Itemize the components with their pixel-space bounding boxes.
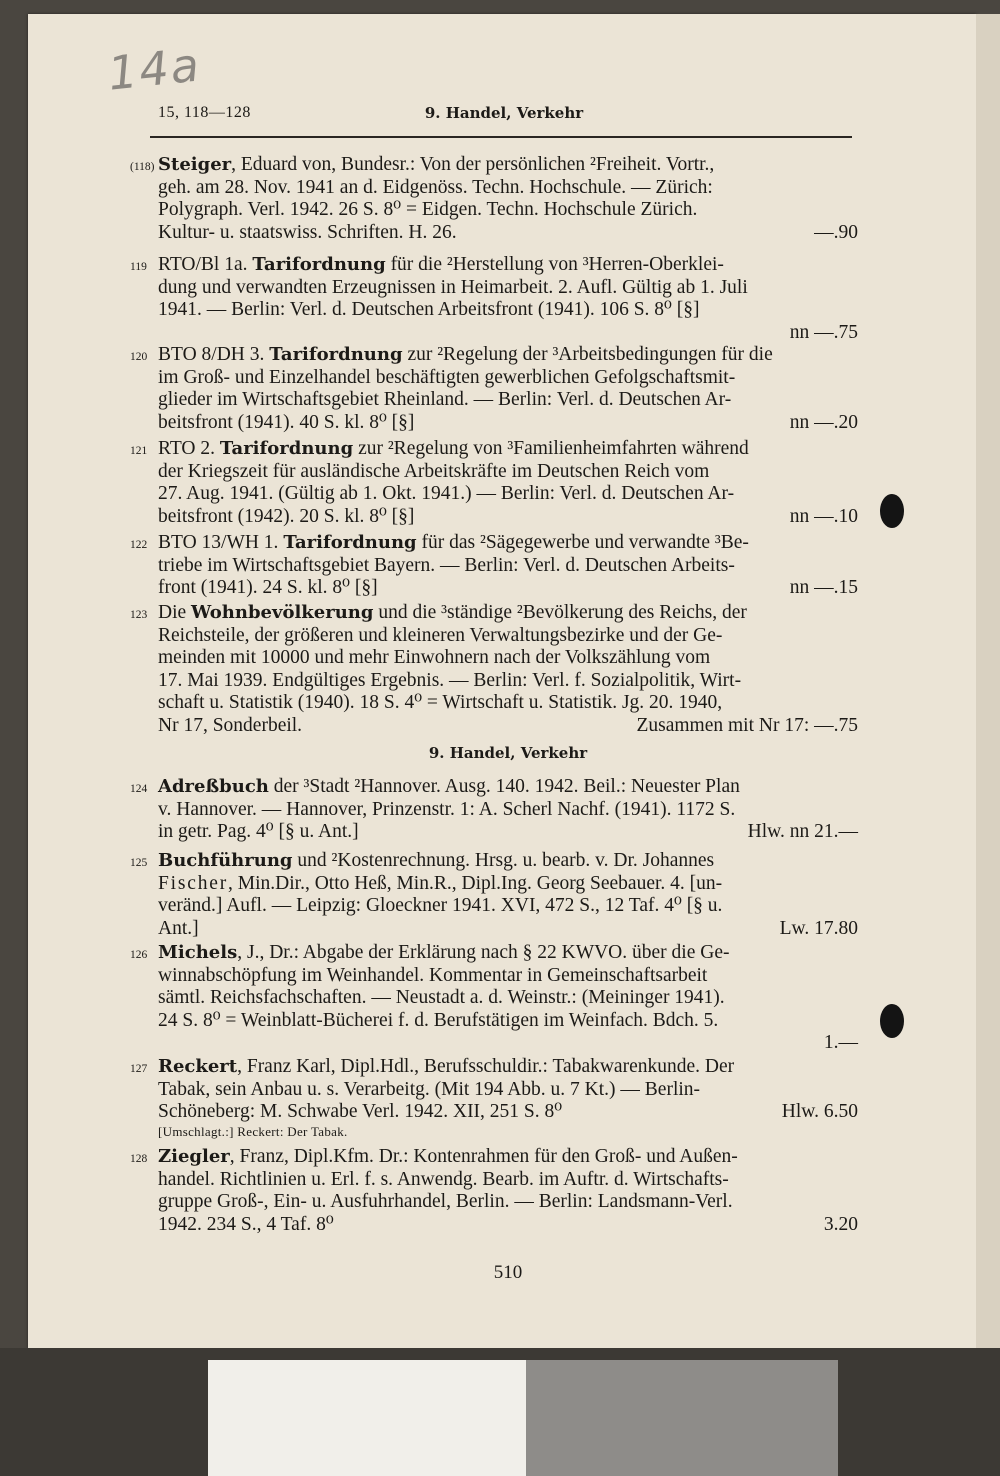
text: RTO/Bl 1a. <box>158 254 253 275</box>
text: , J., Dr.: Abgabe der Erklärung nach § 22 KWVO. über die Ge- <box>237 942 730 963</box>
text: zur ²Regelung von ³Familienheimfahrten während <box>353 438 749 459</box>
headword: Reckert <box>158 1056 238 1077</box>
price: nn —.75 <box>789 321 858 343</box>
text: 1942. 234 S., 4 Taf. 8⁰ <box>158 1213 334 1235</box>
punch-hole <box>880 1004 904 1038</box>
text: und ²Kostenrechnung. Hrsg. u. bearb. v. Dr. Johannes <box>292 850 715 871</box>
price: 1.— <box>823 1032 858 1053</box>
price: nn —.10 <box>789 505 858 527</box>
price: Hlw. nn 21.— <box>747 821 858 842</box>
entry-line: Tabak, sein Anbau u. s. Verarbeitg. (Mit 194 Abb. u. 7 Kt.) — Berlin- <box>158 1078 701 1100</box>
entry-line: der Kriegszeit für ausländische Arbeitskräfte im Deutschen Reich vom <box>158 460 710 482</box>
headword: Tarifordnung <box>269 344 403 365</box>
text: , Franz Karl, Dipl.Hdl., Berufsschuldir.: Tabakwarenkunde. Der <box>237 1056 735 1077</box>
text: Schöneberg: M. Schwabe Verl. 1942. XII, 251 S. 8⁰ <box>158 1101 563 1122</box>
text: RTO 2. <box>158 438 220 459</box>
entry-number: 120 <box>130 351 148 363</box>
text: , Min.Dir., Otto Heß, Min.R., Dipl.Ing. Georg Seebauer. 4. [un- <box>228 872 723 894</box>
text: front (1941). 24 S. kl. 8⁰ [§] <box>158 577 378 598</box>
author: Steiger <box>158 154 232 175</box>
headword: Ziegler <box>158 1146 230 1167</box>
entry-number: 121 <box>130 445 148 457</box>
price: Hlw. 6.50 <box>781 1101 858 1122</box>
text: Die <box>158 602 192 623</box>
entry-line: veränd.] Aufl. — Leipzig: Gloeckner 1941. XVI, 472 S., 12 Taf. 4⁰ [§ u. <box>158 895 723 916</box>
next-page-edge <box>976 14 1000 1348</box>
entry-number: 126 <box>130 949 148 961</box>
text: für das ²Sägegewerbe und verwandte ³Be- <box>416 532 749 553</box>
entry-line: dung und verwandten Erzeugnissen in Heimarbeit. 2. Aufl. Gültig ab 1. Juli <box>158 276 748 298</box>
headword: Tarifordnung <box>252 254 386 275</box>
headword: Tarifordnung <box>283 532 417 553</box>
entry-number: 123 <box>130 609 148 621</box>
entry-line: triebe im Wirtschaftsgebiet Bayern. — Berlin: Verl. d. Deutschen Arbeits- <box>158 554 735 576</box>
entry-line: 27. Aug. 1941. (Gültig ab 1. Okt. 1941.) — Berlin: Verl. d. Deutschen Ar- <box>158 483 735 504</box>
entry-line: winnabschöpfung im Weinhandel. Kommentar in Gemeinschaftsarbeit <box>158 964 708 986</box>
entry-line: 24 S. 8⁰ = Weinblatt-Bücherei f. d. Berufstätigen im Weinfach. Bdch. 5. <box>158 1009 719 1031</box>
entry-number: 122 <box>130 539 148 551</box>
text: zur ²Regelung der ³Arbeitsbedingungen für die <box>402 344 773 365</box>
entry-number: 125 <box>130 857 148 869</box>
headword: Wohnbevölkerung <box>191 602 374 623</box>
handwritten-note: 14a <box>105 37 204 101</box>
price: Zusammen mit Nr 17: —.75 <box>636 714 858 736</box>
entry-line: gruppe Groß-, Ein- u. Ausfuhrhandel, Berlin. — Berlin: Landsmann-Verl. <box>158 1191 733 1212</box>
price: nn —.20 <box>789 411 858 433</box>
headword: Adreßbuch <box>158 776 269 797</box>
entry-number: 127 <box>130 1063 148 1075</box>
text: Ant.] <box>158 917 199 939</box>
price: Lw. 17.80 <box>779 917 858 939</box>
headword: Buchführung <box>158 850 293 871</box>
text: , Eduard von, Bundesr.: Von der persönlichen ²Freiheit. Vortr., <box>231 154 715 175</box>
entry-line: sämtl. Reichsfachschaften. — Neustadt a. d. Weinstr.: (Meininger 1941). <box>158 987 725 1008</box>
text: Nr 17, Sonderbeil. <box>158 714 303 736</box>
entry-line: schaft u. Statistik (1940). 18 S. 4⁰ = Wirtschaft u. Statistik. Jg. 20. 1940, <box>158 692 723 713</box>
headword: Tarifordnung <box>219 438 354 459</box>
punch-hole <box>880 494 904 528</box>
headword: Michels <box>158 942 238 963</box>
entry-line: 17. Mai 1939. Endgültiges Ergebnis. — Berlin: Verl. f. Sozialpolitik, Wirt- <box>158 669 742 691</box>
section-heading: 9. Handel, Verkehr <box>428 744 588 762</box>
running-head-range: 15, 118—128 <box>158 104 251 121</box>
text: beitsfront (1942). 20 S. kl. 8⁰ [§] <box>158 505 415 527</box>
text: in getr. Pag. 4⁰ [§ u. Ant.] <box>158 821 359 842</box>
cover-title-note: [Umschlagt.:] Reckert: Der Tabak. <box>158 1123 348 1139</box>
entry-line: Reichsteile, der größeren und kleineren Verwaltungsbezirke und der Ge- <box>158 624 723 646</box>
entry-line: 1941. — Berlin: Verl. d. Deutschen Arbeitsfront (1941). 106 S. 8⁰ [§] <box>158 299 700 320</box>
entry-line: handel. Richtlinien u. Erl. f. s. Anwendg. Bearb. im Auftr. d. Wirtschafts- <box>158 1168 729 1190</box>
entry-number: 119 <box>130 261 147 273</box>
entry-line: v. Hannover. — Hannover, Prinzenstr. 1: A. Scherl Nachf. (1941). 1172 S. <box>158 798 736 820</box>
text: , Franz, Dipl.Kfm. Dr.: Kontenrahmen für den Groß- und Außen- <box>229 1146 738 1167</box>
text: und die ³ständige ²Bevölkerung des Reichs, der <box>373 602 747 623</box>
text: BTO 13/WH 1. <box>158 532 284 553</box>
text: für die ²Herstellung von ³Herren-Oberklei- <box>385 254 724 275</box>
entry-number: 128 <box>130 1153 148 1165</box>
text: der ³Stadt ²Hannover. Ausg. 140. 1942. Beil.: Neuester Plan <box>268 776 740 797</box>
text: BTO 8/DH 3. <box>158 344 270 365</box>
entry-line: im Groß- und Einzelhandel beschäftigten gewerblichen Gefolgschaftsmit- <box>158 366 736 388</box>
price: 3.20 <box>823 1213 858 1235</box>
running-head-section: 9. Handel, Verkehr <box>424 104 584 122</box>
entry-line: meinden mit 10000 und mehr Einwohnern nach der Volkszählung vom <box>158 647 711 668</box>
text: beitsfront (1941). 40 S. kl. 8⁰ [§] <box>158 411 415 433</box>
entry-line: glieder im Wirtschaftsgebiet Rheinland. — Berlin: Verl. d. Deutschen Ar- <box>158 389 732 410</box>
price: nn —.15 <box>789 577 858 598</box>
page-number: 510 <box>493 1262 523 1283</box>
entry-number: (118) <box>130 161 155 173</box>
editor-name: Fischer <box>158 872 229 894</box>
entry-line: geh. am 28. Nov. 1941 an d. Eidgenöss. Techn. Hochschule. — Zürich: <box>158 176 713 198</box>
entry-line: Polygraph. Verl. 1942. 26 S. 8⁰ = Eidgen. Techn. Hochschule Zürich. <box>158 199 698 220</box>
text: Kultur- u. staatswiss. Schriften. H. 26. <box>158 221 457 243</box>
entry-number: 124 <box>130 783 148 795</box>
price: —.90 <box>814 221 858 243</box>
footer <box>158 0 858 1476</box>
